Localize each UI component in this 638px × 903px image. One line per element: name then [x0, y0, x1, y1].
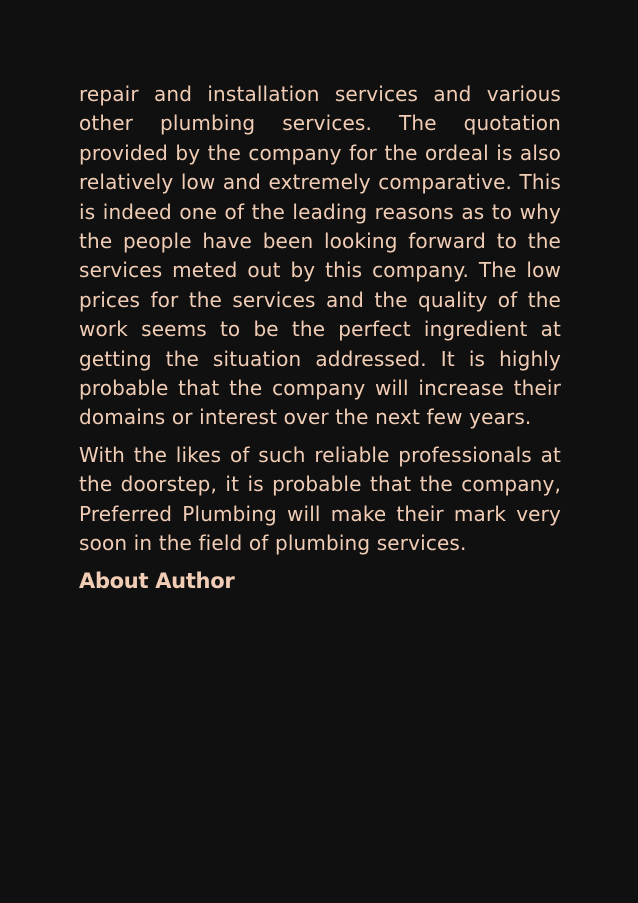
paragraph-plumbing-services: repair and installation services and various other plumbing services. The quotation provided by the company for the ordeal is also relatively low and extremely comparative. This is indeed one of the leading reasons as to why the people have been looking forward to the services meted out by this company. The low prices for the services and the quality of the work seems to be the perfect ingredient at getting the situation addressed. It is highly probable that the company will increase their domains or interest over the next few years. — [79, 82, 561, 430]
about-author-heading: About Author — [79, 568, 235, 593]
document-body — [79, 80, 561, 596]
paragraph-preferred-plumbing: With the likes of such reliable professionals at the doorstep, it is probable that the company, Preferred Plumbing will make their mark very soon in the field of plumbing services. — [79, 442, 561, 556]
